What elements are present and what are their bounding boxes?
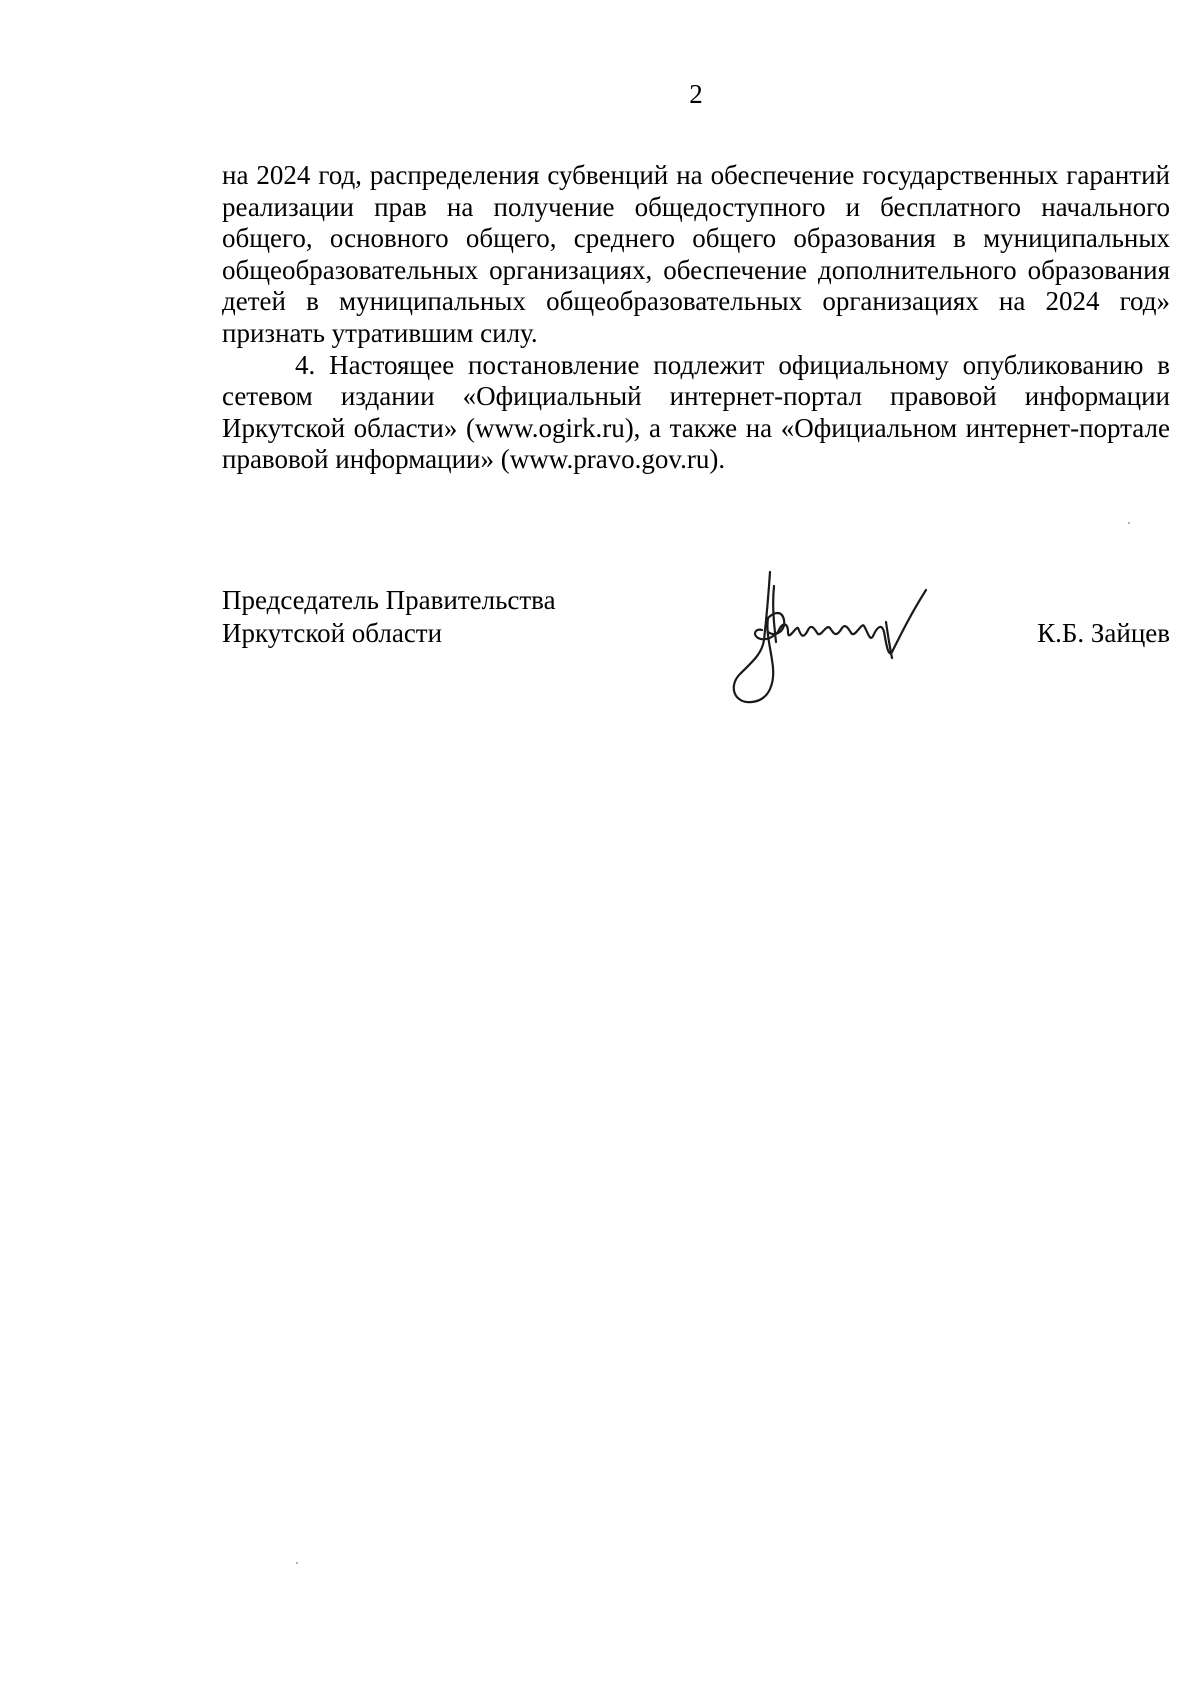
- scan-speck: [296, 1562, 298, 1564]
- page-number: 2: [689, 79, 703, 109]
- signatory-title-line-1: Председатель Правительства: [222, 585, 556, 615]
- document-body: [222, 160, 1170, 476]
- signatory-title-line-2: Иркутской области: [222, 618, 443, 648]
- handwritten-signature-icon: [712, 562, 972, 712]
- signatory-title: [222, 584, 556, 650]
- signature-block: [222, 584, 1170, 714]
- paragraph-continuation: на 2024 год, распределения субвенций на обеспечение государственных гарантий реализации прав на получение общедоступного и бесплатного начального общего, основного общего, среднего общего образования в муниципальных общеобразовательных организациях, обеспечение дополнительного образования детей в муниципальных общеобразовательных организациях на 2024 год» признать утратившим силу.: [222, 160, 1170, 348]
- signatory-name: К.Б. Зайцев: [1037, 618, 1170, 648]
- scan-speck: [1128, 522, 1130, 524]
- paragraph-item-4: 4. Настоящее постановление подлежит официальному опубликованию в сетевом издании «Официальный интернет-портал правовой информации Иркутской области» (www.ogirk.ru), а также на «Официальном интернет-портале правовой информации» (www.pravo.gov.ru).: [222, 349, 1170, 475]
